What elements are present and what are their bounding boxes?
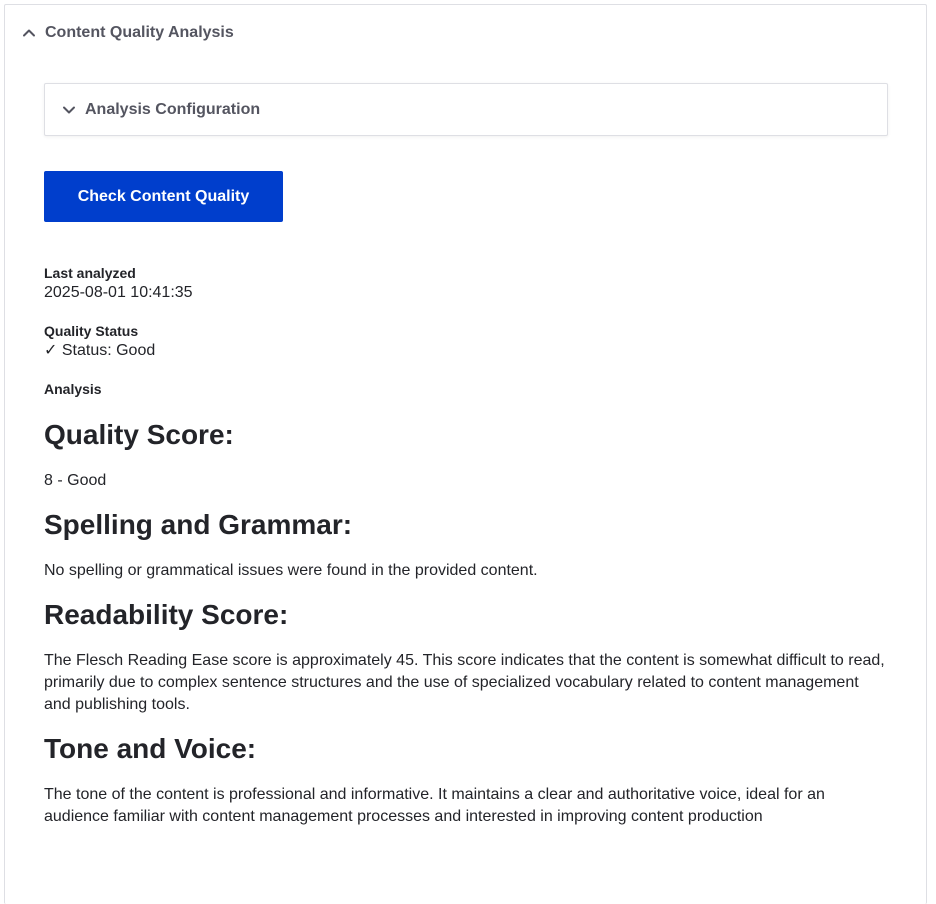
content-quality-analysis-toggle[interactable] [5,5,926,60]
quality-score-text: 8 - Good [44,472,107,489]
spelling-grammar-heading: Spelling and Grammar: [44,509,353,540]
readability-score-text: The Flesch Reading Ease score is approximately 45. This score indicates that the content is somewhat difficult to read, primarily due to complex sentence structures and the use of specialized vocabulary related to content management and publishing tools. [44,652,885,713]
quality-status-field [44,322,887,362]
readability-score-heading: Readability Score: [44,599,289,630]
last-analyzed-value: 2025-08-01 10:41:35 [44,284,193,301]
analysis-label: Analysis [44,381,102,397]
spelling-grammar-text: No spelling or grammatical issues were found in the provided content. [44,562,538,579]
quality-status-value: ✓ Status: Good [44,342,156,359]
analysis-field [44,380,887,828]
analysis-configuration-panel [44,83,888,136]
config-panel-title: Analysis Configuration [85,100,261,118]
tone-voice-heading: Tone and Voice: [44,733,257,764]
last-analyzed-field [44,264,887,304]
quality-status-label: Quality Status [44,323,139,339]
last-analyzed-label: Last analyzed [44,265,136,281]
chevron-up-icon [21,25,37,41]
panel-title: Content Quality Analysis [45,23,234,41]
chevron-down-icon [61,102,77,118]
check-content-quality-button[interactable]: Check Content Quality [44,171,283,222]
tone-voice-text: The tone of the content is professional and informative. It maintains a clear and authoritative voice, ideal for an audience familiar with content management processes and interested in improving content production [44,786,825,825]
content-quality-analysis-panel [4,4,927,904]
analysis-configuration-toggle[interactable] [45,84,887,135]
quality-score-heading: Quality Score: [44,419,234,450]
